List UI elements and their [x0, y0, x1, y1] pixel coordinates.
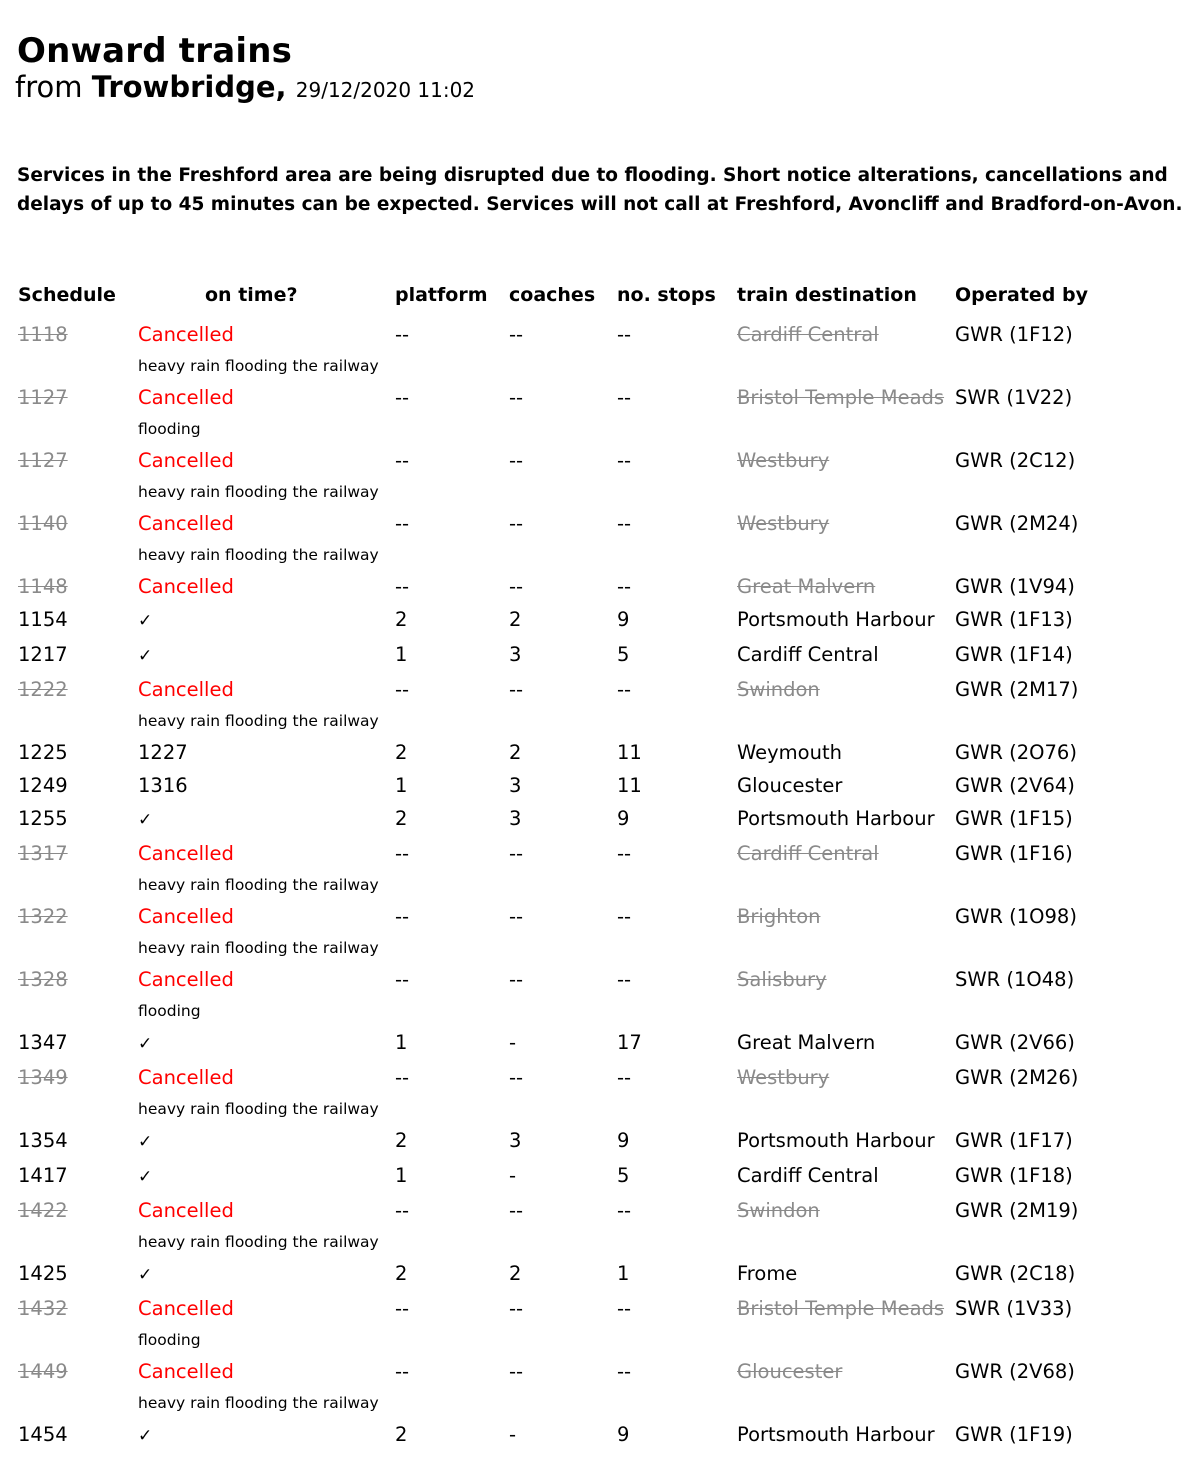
train-destination: Frome	[737, 1262, 798, 1285]
stops-count: --	[617, 449, 632, 472]
cancellation-reason-row	[18, 933, 1196, 963]
cancellation-reason-row	[18, 1388, 1196, 1418]
header-on-time: on time?	[205, 284, 298, 306]
header-platform: platform	[395, 284, 488, 306]
on-time-status: 1227	[138, 741, 188, 764]
train-destination: Bristol Temple Meads	[737, 386, 945, 409]
schedule-time: 1349	[18, 1066, 68, 1089]
train-destination: Cardiff Central	[737, 323, 879, 346]
coaches-count: 3	[509, 643, 522, 666]
on-time-status: Cancelled	[138, 905, 234, 928]
on-time-status: Cancelled	[138, 678, 234, 701]
coaches-count: --	[509, 323, 524, 346]
on-time-status: ✓	[138, 1132, 153, 1152]
stops-count: --	[617, 512, 632, 535]
coaches-count: --	[509, 575, 524, 598]
train-row	[18, 1194, 1196, 1227]
train-row	[18, 963, 1196, 996]
on-time-status: 1316	[138, 774, 188, 797]
train-row	[18, 603, 1196, 638]
on-time-status: Cancelled	[138, 449, 234, 472]
cancellation-reason-row	[18, 540, 1196, 570]
train-destination: Brighton	[737, 905, 821, 928]
on-time-status: Cancelled	[138, 842, 234, 865]
stops-count: 9	[617, 1423, 630, 1446]
operator: GWR (2M26)	[955, 1066, 1079, 1089]
train-row	[18, 1418, 1196, 1453]
train-table	[18, 283, 1196, 1453]
stops-count: --	[617, 1066, 632, 1089]
operator: GWR (2V66)	[955, 1031, 1075, 1054]
cancellation-reason: heavy rain flooding the railway	[138, 939, 379, 957]
header-no-stops: no. stops	[617, 284, 716, 306]
schedule-time: 1322	[18, 905, 68, 928]
on-time-status: Cancelled	[138, 386, 234, 409]
stops-count: 1	[617, 1262, 630, 1285]
on-time-status: Cancelled	[138, 323, 234, 346]
platform-number: --	[395, 449, 410, 472]
coaches-count: 2	[509, 741, 522, 764]
train-destination: Swindon	[737, 1199, 820, 1222]
operator: GWR (2C12)	[955, 449, 1076, 472]
schedule-time: 1127	[18, 449, 68, 472]
train-table-header	[18, 283, 1196, 307]
train-row	[18, 638, 1196, 673]
on-time-status: ✓	[138, 1265, 153, 1285]
schedule-time: 1154	[18, 608, 68, 631]
schedule-time: 1425	[18, 1262, 68, 1285]
cancellation-reason: heavy rain flooding the railway	[138, 483, 379, 501]
coaches-count: -	[509, 1164, 517, 1187]
stops-count: --	[617, 678, 632, 701]
operator: GWR (1F15)	[955, 807, 1073, 830]
coaches-count: --	[509, 449, 524, 472]
platform-number: 1	[395, 774, 408, 797]
operator: GWR (1F13)	[955, 608, 1073, 631]
schedule-time: 1140	[18, 512, 68, 535]
schedule-time: 1118	[18, 323, 68, 346]
coaches-count: --	[509, 678, 524, 701]
cancellation-reason: flooding	[138, 420, 201, 438]
schedule-time: 1217	[18, 643, 68, 666]
on-time-status: Cancelled	[138, 1297, 234, 1320]
operator: GWR (2O76)	[955, 741, 1077, 764]
cancellation-reason-row	[18, 414, 1196, 444]
coaches-count: --	[509, 905, 524, 928]
train-row	[18, 900, 1196, 933]
coaches-count: --	[509, 1297, 524, 1320]
on-time-status: Cancelled	[138, 1360, 234, 1383]
train-row	[18, 736, 1196, 769]
cancellation-reason: heavy rain flooding the railway	[138, 357, 379, 375]
coaches-count: --	[509, 1199, 524, 1222]
schedule-time: 1432	[18, 1297, 68, 1320]
train-row	[18, 444, 1196, 477]
on-time-status: ✓	[138, 810, 153, 830]
disruption-notice: Services in the Freshford area are being disrupted due to flooding. Short notice alterations, cancellations and delays of up to 45 minutes can be expected. Services will not call at Freshford, Avoncliff and Bradford-on-Avon.	[17, 164, 1183, 215]
cancellation-reason-row	[18, 1227, 1196, 1257]
coaches-count: --	[509, 842, 524, 865]
platform-number: 2	[395, 1423, 408, 1446]
train-destination: Portsmouth Harbour	[737, 807, 935, 830]
on-time-status: ✓	[138, 611, 153, 631]
operator: GWR (1F19)	[955, 1423, 1073, 1446]
header-coaches: coaches	[509, 284, 596, 306]
coaches-count: -	[509, 1031, 517, 1054]
train-destination: Westbury	[737, 1066, 830, 1089]
cancellation-reason-row	[18, 477, 1196, 507]
operator: GWR (2V64)	[955, 774, 1075, 797]
stops-count: 9	[617, 608, 630, 631]
platform-number: --	[395, 1360, 410, 1383]
platform-number: 2	[395, 608, 408, 631]
operator: GWR (2M24)	[955, 512, 1079, 535]
board-datetime: 29/12/2020 11:02	[295, 78, 476, 102]
schedule-time: 1422	[18, 1199, 68, 1222]
operator: GWR (2C18)	[955, 1262, 1076, 1285]
stops-count: 17	[617, 1031, 642, 1054]
schedule-time: 1148	[18, 575, 68, 598]
operator: GWR (2M17)	[955, 678, 1079, 701]
stops-count: --	[617, 905, 632, 928]
train-row	[18, 673, 1196, 706]
header-train-destination: train destination	[737, 284, 917, 306]
origin-station: Trowbridge,	[91, 70, 287, 104]
header-schedule: Schedule	[18, 284, 116, 306]
platform-number: --	[395, 323, 410, 346]
train-row	[18, 1355, 1196, 1388]
train-row	[18, 1124, 1196, 1159]
operator: GWR (2M19)	[955, 1199, 1079, 1222]
train-destination: Portsmouth Harbour	[737, 1129, 935, 1152]
train-destination: Portsmouth Harbour	[737, 608, 935, 631]
on-time-status: Cancelled	[138, 1199, 234, 1222]
schedule-time: 1127	[18, 386, 68, 409]
schedule-time: 1417	[18, 1164, 68, 1187]
platform-number: 2	[395, 741, 408, 764]
coaches-count: --	[509, 1066, 524, 1089]
train-table-body	[18, 318, 1196, 1453]
train-row	[18, 570, 1196, 603]
operator: GWR (1F18)	[955, 1164, 1073, 1187]
stops-count: --	[617, 386, 632, 409]
operator: GWR (1F14)	[955, 643, 1073, 666]
train-row	[18, 381, 1196, 414]
cancellation-reason-row	[18, 1094, 1196, 1124]
on-time-status: Cancelled	[138, 1066, 234, 1089]
train-row	[18, 1257, 1196, 1292]
train-destination: Great Malvern	[737, 1031, 876, 1054]
cancellation-reason-row	[18, 996, 1196, 1026]
stops-count: 9	[617, 1129, 630, 1152]
schedule-time: 1255	[18, 807, 68, 830]
train-destination: Cardiff Central	[737, 842, 879, 865]
on-time-status: ✓	[138, 1426, 153, 1446]
page-title: Onward trains	[17, 30, 293, 71]
train-row	[18, 769, 1196, 802]
operator: GWR (2V68)	[955, 1360, 1075, 1383]
coaches-count: --	[509, 386, 524, 409]
cancellation-reason: heavy rain flooding the railway	[138, 546, 379, 564]
coaches-count: 3	[509, 774, 522, 797]
subtitle	[15, 70, 475, 104]
stops-count: 5	[617, 643, 630, 666]
train-row	[18, 1159, 1196, 1194]
cancellation-reason: flooding	[138, 1002, 201, 1020]
platform-number: --	[395, 968, 410, 991]
operator: GWR (1F12)	[955, 323, 1073, 346]
header-operated-by: Operated by	[955, 284, 1088, 306]
train-row	[18, 802, 1196, 837]
train-destination: Salisbury	[737, 968, 827, 991]
stops-count: --	[617, 842, 632, 865]
coaches-count: 2	[509, 1262, 522, 1285]
schedule-time: 1222	[18, 678, 68, 701]
train-row	[18, 1026, 1196, 1061]
stops-count: --	[617, 1199, 632, 1222]
coaches-count: -	[509, 1423, 517, 1446]
operator: GWR (1O98)	[955, 905, 1077, 928]
cancellation-reason-row	[18, 1325, 1196, 1355]
cancellation-reason: heavy rain flooding the railway	[138, 1233, 379, 1251]
stops-count: 11	[617, 774, 642, 797]
cancellation-reason: heavy rain flooding the railway	[138, 1394, 379, 1412]
coaches-count: --	[509, 968, 524, 991]
coaches-count: 3	[509, 807, 522, 830]
platform-number: 2	[395, 807, 408, 830]
on-time-status: Cancelled	[138, 575, 234, 598]
platform-number: --	[395, 678, 410, 701]
operator: GWR (1F16)	[955, 842, 1073, 865]
platform-number: --	[395, 575, 410, 598]
coaches-count: --	[509, 512, 524, 535]
operator: SWR (1V33)	[955, 1297, 1073, 1320]
train-destination: Westbury	[737, 512, 830, 535]
platform-number: --	[395, 512, 410, 535]
train-row	[18, 837, 1196, 870]
train-destination: Westbury	[737, 449, 830, 472]
schedule-time: 1317	[18, 842, 68, 865]
schedule-time: 1225	[18, 741, 68, 764]
train-destination: Gloucester	[737, 1360, 843, 1383]
schedule-time: 1454	[18, 1423, 68, 1446]
coaches-count: --	[509, 1360, 524, 1383]
platform-number: 1	[395, 643, 408, 666]
schedule-time: 1249	[18, 774, 68, 797]
platform-number: --	[395, 1066, 410, 1089]
stops-count: 5	[617, 1164, 630, 1187]
stops-count: --	[617, 1297, 632, 1320]
train-row	[18, 1292, 1196, 1325]
cancellation-reason: heavy rain flooding the railway	[138, 1100, 379, 1118]
cancellation-reason-row	[18, 351, 1196, 381]
coaches-count: 3	[509, 1129, 522, 1152]
platform-number: --	[395, 1199, 410, 1222]
stops-count: --	[617, 323, 632, 346]
platform-number: --	[395, 905, 410, 928]
stops-count: --	[617, 575, 632, 598]
cancellation-reason: heavy rain flooding the railway	[138, 712, 379, 730]
platform-number: --	[395, 386, 410, 409]
platform-number: 1	[395, 1164, 408, 1187]
operator: GWR (1F17)	[955, 1129, 1073, 1152]
train-row	[18, 318, 1196, 351]
cancellation-reason: heavy rain flooding the railway	[138, 876, 379, 894]
train-destination: Cardiff Central	[737, 643, 879, 666]
stops-count: 11	[617, 741, 642, 764]
on-time-status: ✓	[138, 1034, 153, 1054]
platform-number: --	[395, 842, 410, 865]
on-time-status: ✓	[138, 646, 153, 666]
train-destination: Great Malvern	[737, 575, 876, 598]
schedule-time: 1328	[18, 968, 68, 991]
cancellation-reason-row	[18, 706, 1196, 736]
cancellation-reason: flooding	[138, 1331, 201, 1349]
train-row	[18, 507, 1196, 540]
platform-number: 2	[395, 1262, 408, 1285]
train-destination: Bristol Temple Meads	[737, 1297, 945, 1320]
stops-count: --	[617, 968, 632, 991]
on-time-status: ✓	[138, 1167, 153, 1187]
train-destination: Cardiff Central	[737, 1164, 879, 1187]
stops-count: 9	[617, 807, 630, 830]
from-label: from	[15, 70, 83, 104]
schedule-time: 1449	[18, 1360, 68, 1383]
platform-number: --	[395, 1297, 410, 1320]
schedule-time: 1347	[18, 1031, 68, 1054]
platform-number: 2	[395, 1129, 408, 1152]
operator: GWR (1V94)	[955, 575, 1075, 598]
coaches-count: 2	[509, 608, 522, 631]
schedule-time: 1354	[18, 1129, 68, 1152]
cancellation-reason-row	[18, 870, 1196, 900]
train-destination: Swindon	[737, 678, 820, 701]
on-time-status: Cancelled	[138, 968, 234, 991]
train-destination: Portsmouth Harbour	[737, 1423, 935, 1446]
platform-number: 1	[395, 1031, 408, 1054]
operator: SWR (1O48)	[955, 968, 1075, 991]
on-time-status: Cancelled	[138, 512, 234, 535]
train-destination: Weymouth	[737, 741, 842, 764]
train-destination: Gloucester	[737, 774, 843, 797]
train-row	[18, 1061, 1196, 1094]
operator: SWR (1V22)	[955, 386, 1073, 409]
stops-count: --	[617, 1360, 632, 1383]
